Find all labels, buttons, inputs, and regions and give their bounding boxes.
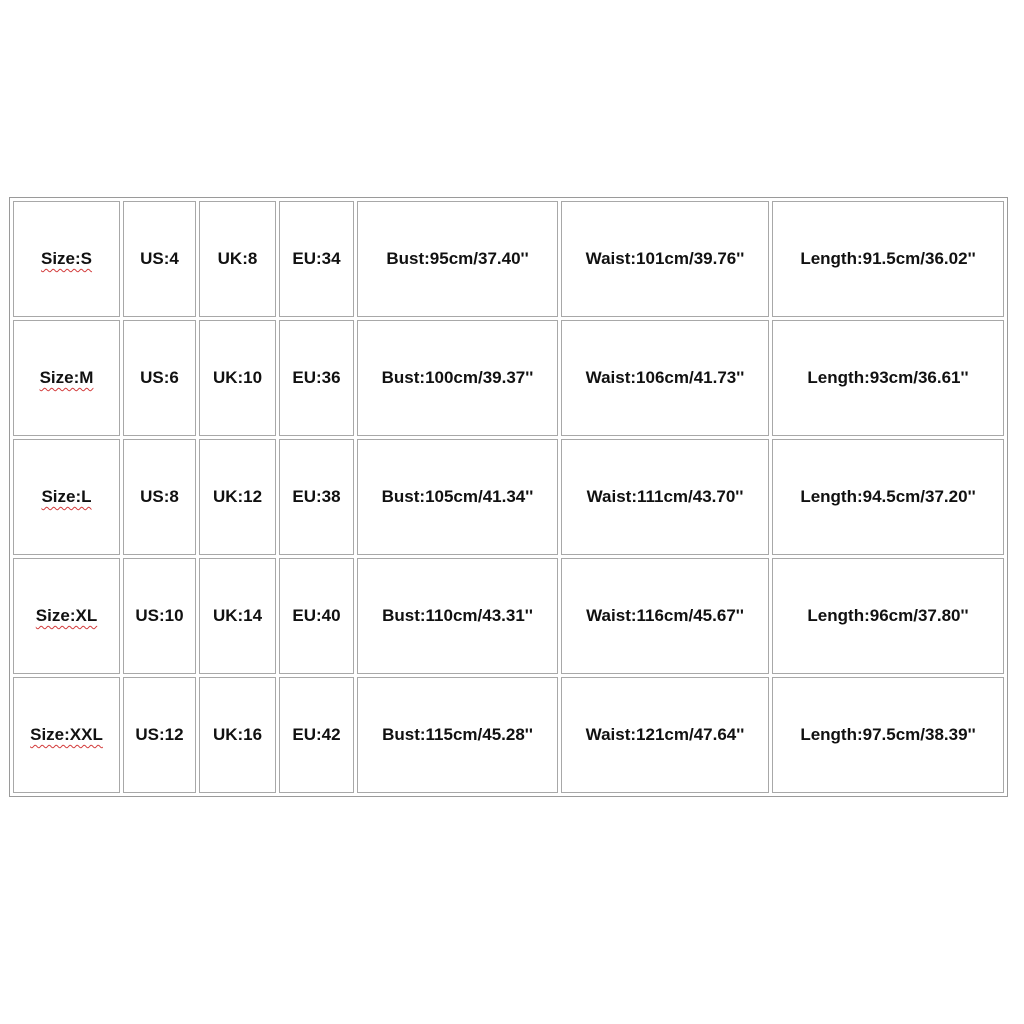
size-chart-body: [13, 201, 1004, 793]
waist-cell: Waist:101cm/39.76'': [561, 201, 769, 317]
table-row: [13, 677, 1004, 793]
table-row: [13, 201, 1004, 317]
us-size-cell: US:12: [123, 677, 196, 793]
table-row: [13, 439, 1004, 555]
size-cell: [13, 320, 120, 436]
uk-size-cell: UK:16: [199, 677, 276, 793]
bust-cell: Bust:110cm/43.31'': [357, 558, 558, 674]
size-label: Size:S: [40, 249, 93, 268]
size-label: Size:L: [41, 487, 92, 506]
bust-cell: Bust:115cm/45.28'': [357, 677, 558, 793]
eu-size-cell: EU:38: [279, 439, 354, 555]
size-label: Size:XL: [35, 606, 98, 625]
us-size-cell: US:4: [123, 201, 196, 317]
uk-size-cell: UK:10: [199, 320, 276, 436]
bust-cell: Bust:105cm/41.34'': [357, 439, 558, 555]
uk-size-cell: UK:12: [199, 439, 276, 555]
eu-size-cell: EU:42: [279, 677, 354, 793]
waist-cell: Waist:116cm/45.67'': [561, 558, 769, 674]
table-row: [13, 320, 1004, 436]
size-cell: [13, 439, 120, 555]
size-label: Size:M: [39, 368, 94, 387]
length-cell: Length:93cm/36.61'': [772, 320, 1004, 436]
length-cell: Length:91.5cm/36.02'': [772, 201, 1004, 317]
us-size-cell: US:10: [123, 558, 196, 674]
waist-cell: Waist:111cm/43.70'': [561, 439, 769, 555]
bust-cell: Bust:95cm/37.40'': [357, 201, 558, 317]
waist-cell: Waist:106cm/41.73'': [561, 320, 769, 436]
us-size-cell: US:8: [123, 439, 196, 555]
size-cell: [13, 201, 120, 317]
length-cell: Length:94.5cm/37.20'': [772, 439, 1004, 555]
size-label: Size:XXL: [30, 725, 103, 744]
waist-cell: Waist:121cm/47.64'': [561, 677, 769, 793]
eu-size-cell: EU:40: [279, 558, 354, 674]
uk-size-cell: UK:8: [199, 201, 276, 317]
size-cell: [13, 677, 120, 793]
uk-size-cell: UK:14: [199, 558, 276, 674]
length-cell: Length:96cm/37.80'': [772, 558, 1004, 674]
eu-size-cell: EU:36: [279, 320, 354, 436]
us-size-cell: US:6: [123, 320, 196, 436]
bust-cell: Bust:100cm/39.37'': [357, 320, 558, 436]
length-cell: Length:97.5cm/38.39'': [772, 677, 1004, 793]
size-cell: [13, 558, 120, 674]
eu-size-cell: EU:34: [279, 201, 354, 317]
table-row: [13, 558, 1004, 674]
size-chart-table: [9, 197, 1008, 797]
